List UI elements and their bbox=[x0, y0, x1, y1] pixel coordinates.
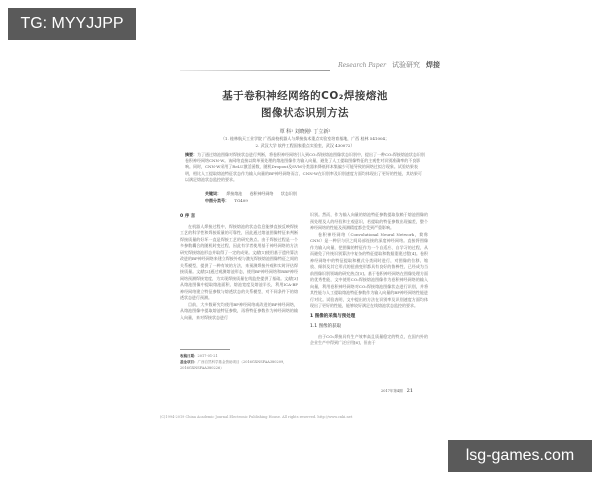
footnote-divider bbox=[180, 349, 230, 350]
paper-affiliations bbox=[150, 135, 460, 149]
body-paragraph: 由于CO₂焊接具有生产效率高且质量稳定的特点，在国内外的企业生产中得到广泛应用[6]，但由于 bbox=[310, 333, 428, 345]
keywords-label: 关键词： bbox=[205, 191, 221, 196]
header-rule-divider bbox=[180, 70, 330, 71]
issue-label: 2017年第4期 bbox=[381, 389, 403, 393]
running-header bbox=[180, 58, 440, 72]
header-section-label: 试验研究 bbox=[392, 61, 420, 69]
copyright-line: (C)1994-2019 China Academic Journal Electronic Publishing House. All rights reserved. http://www.cnki.net bbox=[160, 415, 353, 419]
page-footer-number bbox=[381, 388, 413, 394]
paper-authors: 覃 科¹ 刘晓刚¹ 丁立新² bbox=[279, 129, 331, 135]
document-page bbox=[150, 40, 460, 430]
paper-title bbox=[150, 88, 460, 122]
paper-title-line-2: 图像状态识别方法 bbox=[261, 107, 349, 119]
keyword: 状态识别 bbox=[280, 191, 297, 196]
body-paragraph: 卷积神经网络（Convolutional Neural Network，简称CNN）是一种层与层之间局部连接的深度神经网络。直接将图像作为输入向量，把图像的特征作为一个自适应、自学习的过程，从而避免了传统识别算法中复杂的特征提取和数据重建过程[4]。卷积神经网络中的特征提取和模式分类同时进行，对图像的位移、缩放、倾斜及其它形式的扭曲变形都具有良好的鲁棒性，已经成为当前图像识别领域的研究热点[5]。基于卷积神经网络在图像处理方面的优秀性能，文中使用CO₂焊接熔池图像作为卷积神经网络的输入向量，利用卷积神经网络对CO₂焊接熔池图像状态进行识别，并将其性能与人工提取熔池特征参数作为输入向量的BP神经网络性能进行对比。试验表明，文中提出的方法在识别率及识别速度方面均体现出了更好的性能，能够较好满足在线熔池状态监控的要求。 bbox=[310, 231, 428, 308]
section-heading: 1 图像的采集与预处理 bbox=[310, 313, 356, 319]
paper-abstract bbox=[185, 152, 425, 183]
affiliation-2: 2. 武汉大学 软件工程国家重点实验室，武汉 430072） bbox=[255, 143, 355, 148]
header-labels bbox=[338, 60, 440, 70]
body-paragraph: 识别。然而，作为输入向量的熔池特征参数提取依赖于熔池图像的预处理及人的经验和主观意识，若提取的特征参数出现偏差，整个神经网络的性能及预测精度都会受到严重影响。 bbox=[310, 212, 428, 230]
affiliation-1: （1. 桂林航天工业学院 广西高校机器人与焊接技术重点实验室培育基地，广西 桂林 541004； bbox=[220, 136, 390, 141]
fund-text: 广西自然科学基金资助项目（2016GXNSFAA380209，2016GXNSFAA380226） bbox=[180, 360, 287, 370]
received-date: 2017-01-21 bbox=[197, 354, 218, 358]
received-label: 收稿日期： bbox=[180, 354, 198, 358]
section-heading: 0 序 言 bbox=[180, 214, 196, 219]
abstract-label: 摘要： bbox=[185, 152, 197, 157]
clc-value: TG409 bbox=[234, 198, 248, 203]
watermark-tag-bottom-right bbox=[448, 440, 592, 472]
header-english-label: Research Paper bbox=[338, 62, 386, 69]
watermark-tag-text: lsg-games.com bbox=[465, 447, 575, 464]
body-paragraph: 目前，大多数研究均使用BP神经网络或改进的BP神经网络，从熔池图像中提取熔池特征参数，再将特征参数作为神经网络的输入向量，来对焊接状态进行 bbox=[180, 301, 298, 320]
watermark-tag-top-left bbox=[8, 8, 136, 40]
body-column-left bbox=[180, 210, 298, 321]
body-column-right bbox=[310, 212, 428, 347]
keyword: 焊接熔池 bbox=[226, 191, 243, 196]
page-number: 21 bbox=[406, 388, 414, 394]
paper-keywords bbox=[205, 190, 303, 204]
fund-label: 基金项目： bbox=[180, 360, 198, 364]
paper-title-line-1: 基于卷积神经网络的CO₂焊接熔池 bbox=[222, 90, 388, 102]
body-paragraph: 在机器人焊接过程中，焊接熔池的状态信息能够直接反映焊接工艺的科学性和焊接质量的可靠性，因此通过熔池图像特征来判断焊接质量的好坏一直是焊接工艺的研究热点。由于焊接过程是一个多参数耦合的随机时变过程，因此有学者使用基于神经网络的方法研究焊接熔池形态并取得了一定的成果。文献[1]使用基于遗传算法改进的BP神经网络来建立焊接外观与激光焊接熔池图像特征之间的关系模型，提供了一种有效的方法，来预测焊接外观和实时评估焊接质量。文献[2]通过观测熔池形态，使用BP神经网络和RBF神经网络预测焊接宽度，为实现焊接质量在线监控提供了基础。文献[3]从熔池图像中提取熔池面积、熔池宽度及熔池半长，利用ICA-BP神经网络建立特征参数与熔透状态的关系模型，对不同条件下的熔透状态进行预测。 bbox=[180, 223, 298, 300]
abstract-text: 为了通过熔池图像对焊接状态进行判断，将卷积神经网络引入到CO₂焊接熔池图像状态识别中，提出了一种CO₂焊接熔池状态识别卷积神经网络CNN-W。该网络直接以简单预处理的熔池图像作为输入向量，避免了人工提取图像特征的主观性对识别准确率的不良影响。同时，CNN-W采用了ReLU激活函数，随机Dropout及SVM分类器来降低样本集偏少可能导致的网络过拟合现象。试验结果表明，相比人工提取熔池特征状态作为输入向量的BP神经网络而言，CNN-W在识别率及识别速度方面均体现出了更好的性能，其结果可以满足熔池状态监控的要求。 bbox=[185, 152, 425, 182]
watermark-tag-text: TG: MYYJJPP bbox=[20, 15, 124, 32]
keyword: 卷积神经网络 bbox=[249, 191, 274, 196]
subsection-heading: 1.1 图像的获取 bbox=[310, 324, 342, 329]
header-column-label: 焊接 bbox=[426, 60, 440, 69]
clc-label: 中图分类号： bbox=[205, 198, 229, 203]
footnotes bbox=[180, 353, 310, 371]
